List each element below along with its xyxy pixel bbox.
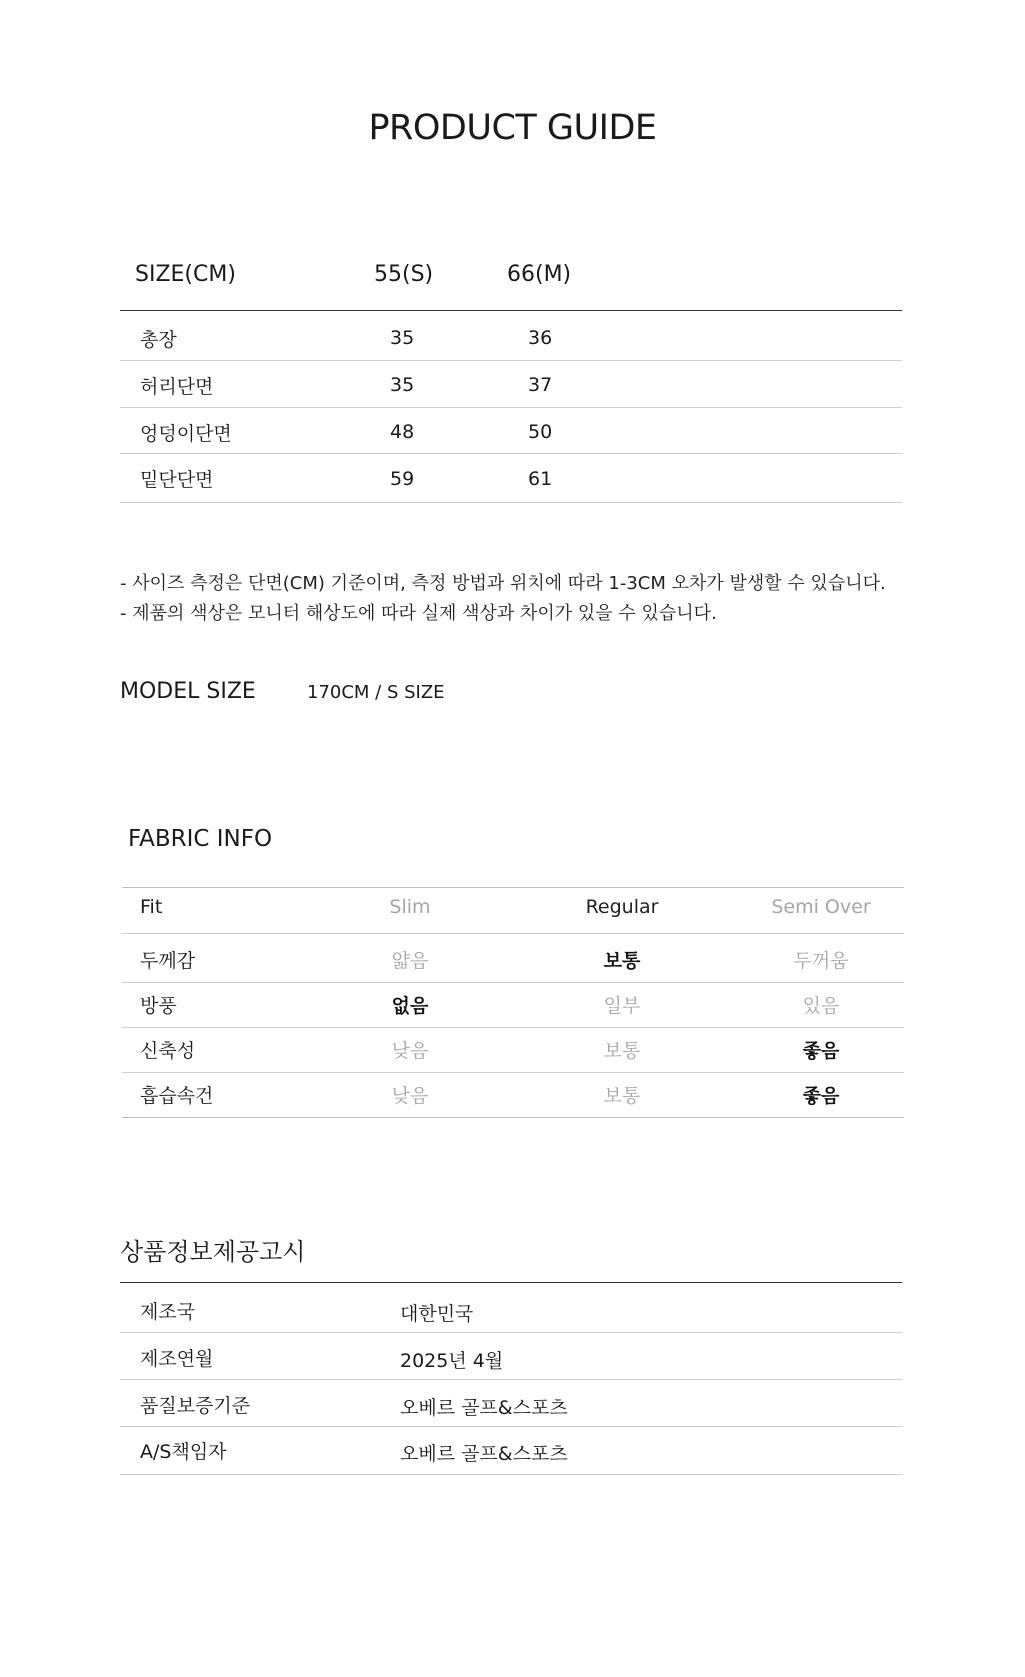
- divider: [122, 933, 904, 934]
- fabric-option: 보통: [603, 1085, 641, 1107]
- divider: [120, 1332, 902, 1333]
- fabric-option: 보통: [603, 1040, 641, 1062]
- size-row-value-s: 35: [390, 327, 415, 349]
- size-row-label: 엉덩이단면: [140, 423, 232, 445]
- size-note: - 사이즈 측정은 단면(CM) 기준이며, 측정 방법과 위치에 따라 1-3CM 오차가 발생할 수 있습니다.: [120, 573, 886, 594]
- size-row-label: 밑단단면: [140, 469, 214, 491]
- fabric-row-label: 두께감: [140, 950, 196, 972]
- size-row-value-s: 59: [390, 468, 415, 490]
- page-title: PRODUCT GUIDE: [368, 108, 657, 148]
- fabric-option: Semi Over: [771, 896, 871, 918]
- fabric-row-label: 방풍: [140, 995, 177, 1017]
- fabric-row-label: 흡습속건: [140, 1085, 214, 1107]
- size-header-s: 55(S): [374, 262, 434, 287]
- notice-label: 제조연월: [140, 1348, 214, 1370]
- divider: [120, 453, 902, 454]
- divider: [122, 982, 904, 983]
- divider: [122, 1117, 904, 1118]
- divider: [122, 1072, 904, 1073]
- notice-value: 대한민국: [400, 1303, 474, 1325]
- divider: [120, 502, 902, 503]
- fabric-row-label: 신축성: [140, 1040, 196, 1062]
- divider: [120, 407, 902, 408]
- size-table-top-rule: [120, 310, 902, 311]
- divider: [120, 1379, 902, 1380]
- divider: [120, 1474, 902, 1475]
- fabric-option: 얇음: [391, 950, 429, 972]
- notice-value: 오베르 골프&스포츠: [400, 1397, 568, 1419]
- color-note: - 제품의 색상은 모니터 해상도에 따라 실제 색상과 차이가 있을 수 있습니다.: [120, 603, 717, 624]
- size-header-label: SIZE(CM): [135, 262, 236, 287]
- size-row-value-m: 50: [528, 421, 553, 443]
- size-row-label: 총장: [140, 329, 177, 351]
- fabric-option: 일부: [603, 995, 641, 1017]
- notice-label: 제조국: [140, 1301, 196, 1323]
- size-row-label: 허리단면: [140, 376, 214, 398]
- divider: [120, 360, 902, 361]
- size-row-value-m: 36: [528, 327, 553, 349]
- fabric-option: 낮음: [391, 1085, 429, 1107]
- notice-label: 품질보증기준: [140, 1395, 251, 1417]
- divider: [120, 1426, 902, 1427]
- size-row-value-m: 37: [528, 374, 553, 396]
- fabric-option: 두꺼움: [793, 950, 849, 972]
- fabric-option-selected: 좋음: [802, 1040, 840, 1062]
- notice-value: 오베르 골프&스포츠: [400, 1443, 568, 1465]
- fabric-row-label: Fit: [140, 896, 163, 918]
- notice-title: 상품정보제공고시: [120, 1238, 306, 1266]
- model-size-value: 170CM / S SIZE: [307, 682, 445, 703]
- fabric-option: 낮음: [391, 1040, 429, 1062]
- divider: [122, 1027, 904, 1028]
- notice-top-rule: [120, 1282, 902, 1283]
- fabric-info-title: FABRIC INFO: [128, 826, 273, 852]
- model-size-label: MODEL SIZE: [120, 679, 256, 704]
- fabric-option-selected: 없음: [391, 995, 429, 1017]
- notice-value: 2025년 4월: [400, 1350, 504, 1372]
- fabric-option: Slim: [389, 896, 431, 918]
- divider: [122, 887, 904, 888]
- size-row-value-s: 35: [390, 374, 415, 396]
- notice-label: A/S책임자: [140, 1441, 227, 1463]
- fabric-option-selected: Regular: [585, 896, 659, 918]
- size-header-m: 66(M): [507, 262, 572, 287]
- size-row-value-m: 61: [528, 468, 553, 490]
- fabric-option-selected: 보통: [603, 950, 641, 972]
- fabric-option: 있음: [802, 995, 840, 1017]
- fabric-option-selected: 좋음: [802, 1085, 840, 1107]
- size-row-value-s: 48: [390, 421, 415, 443]
